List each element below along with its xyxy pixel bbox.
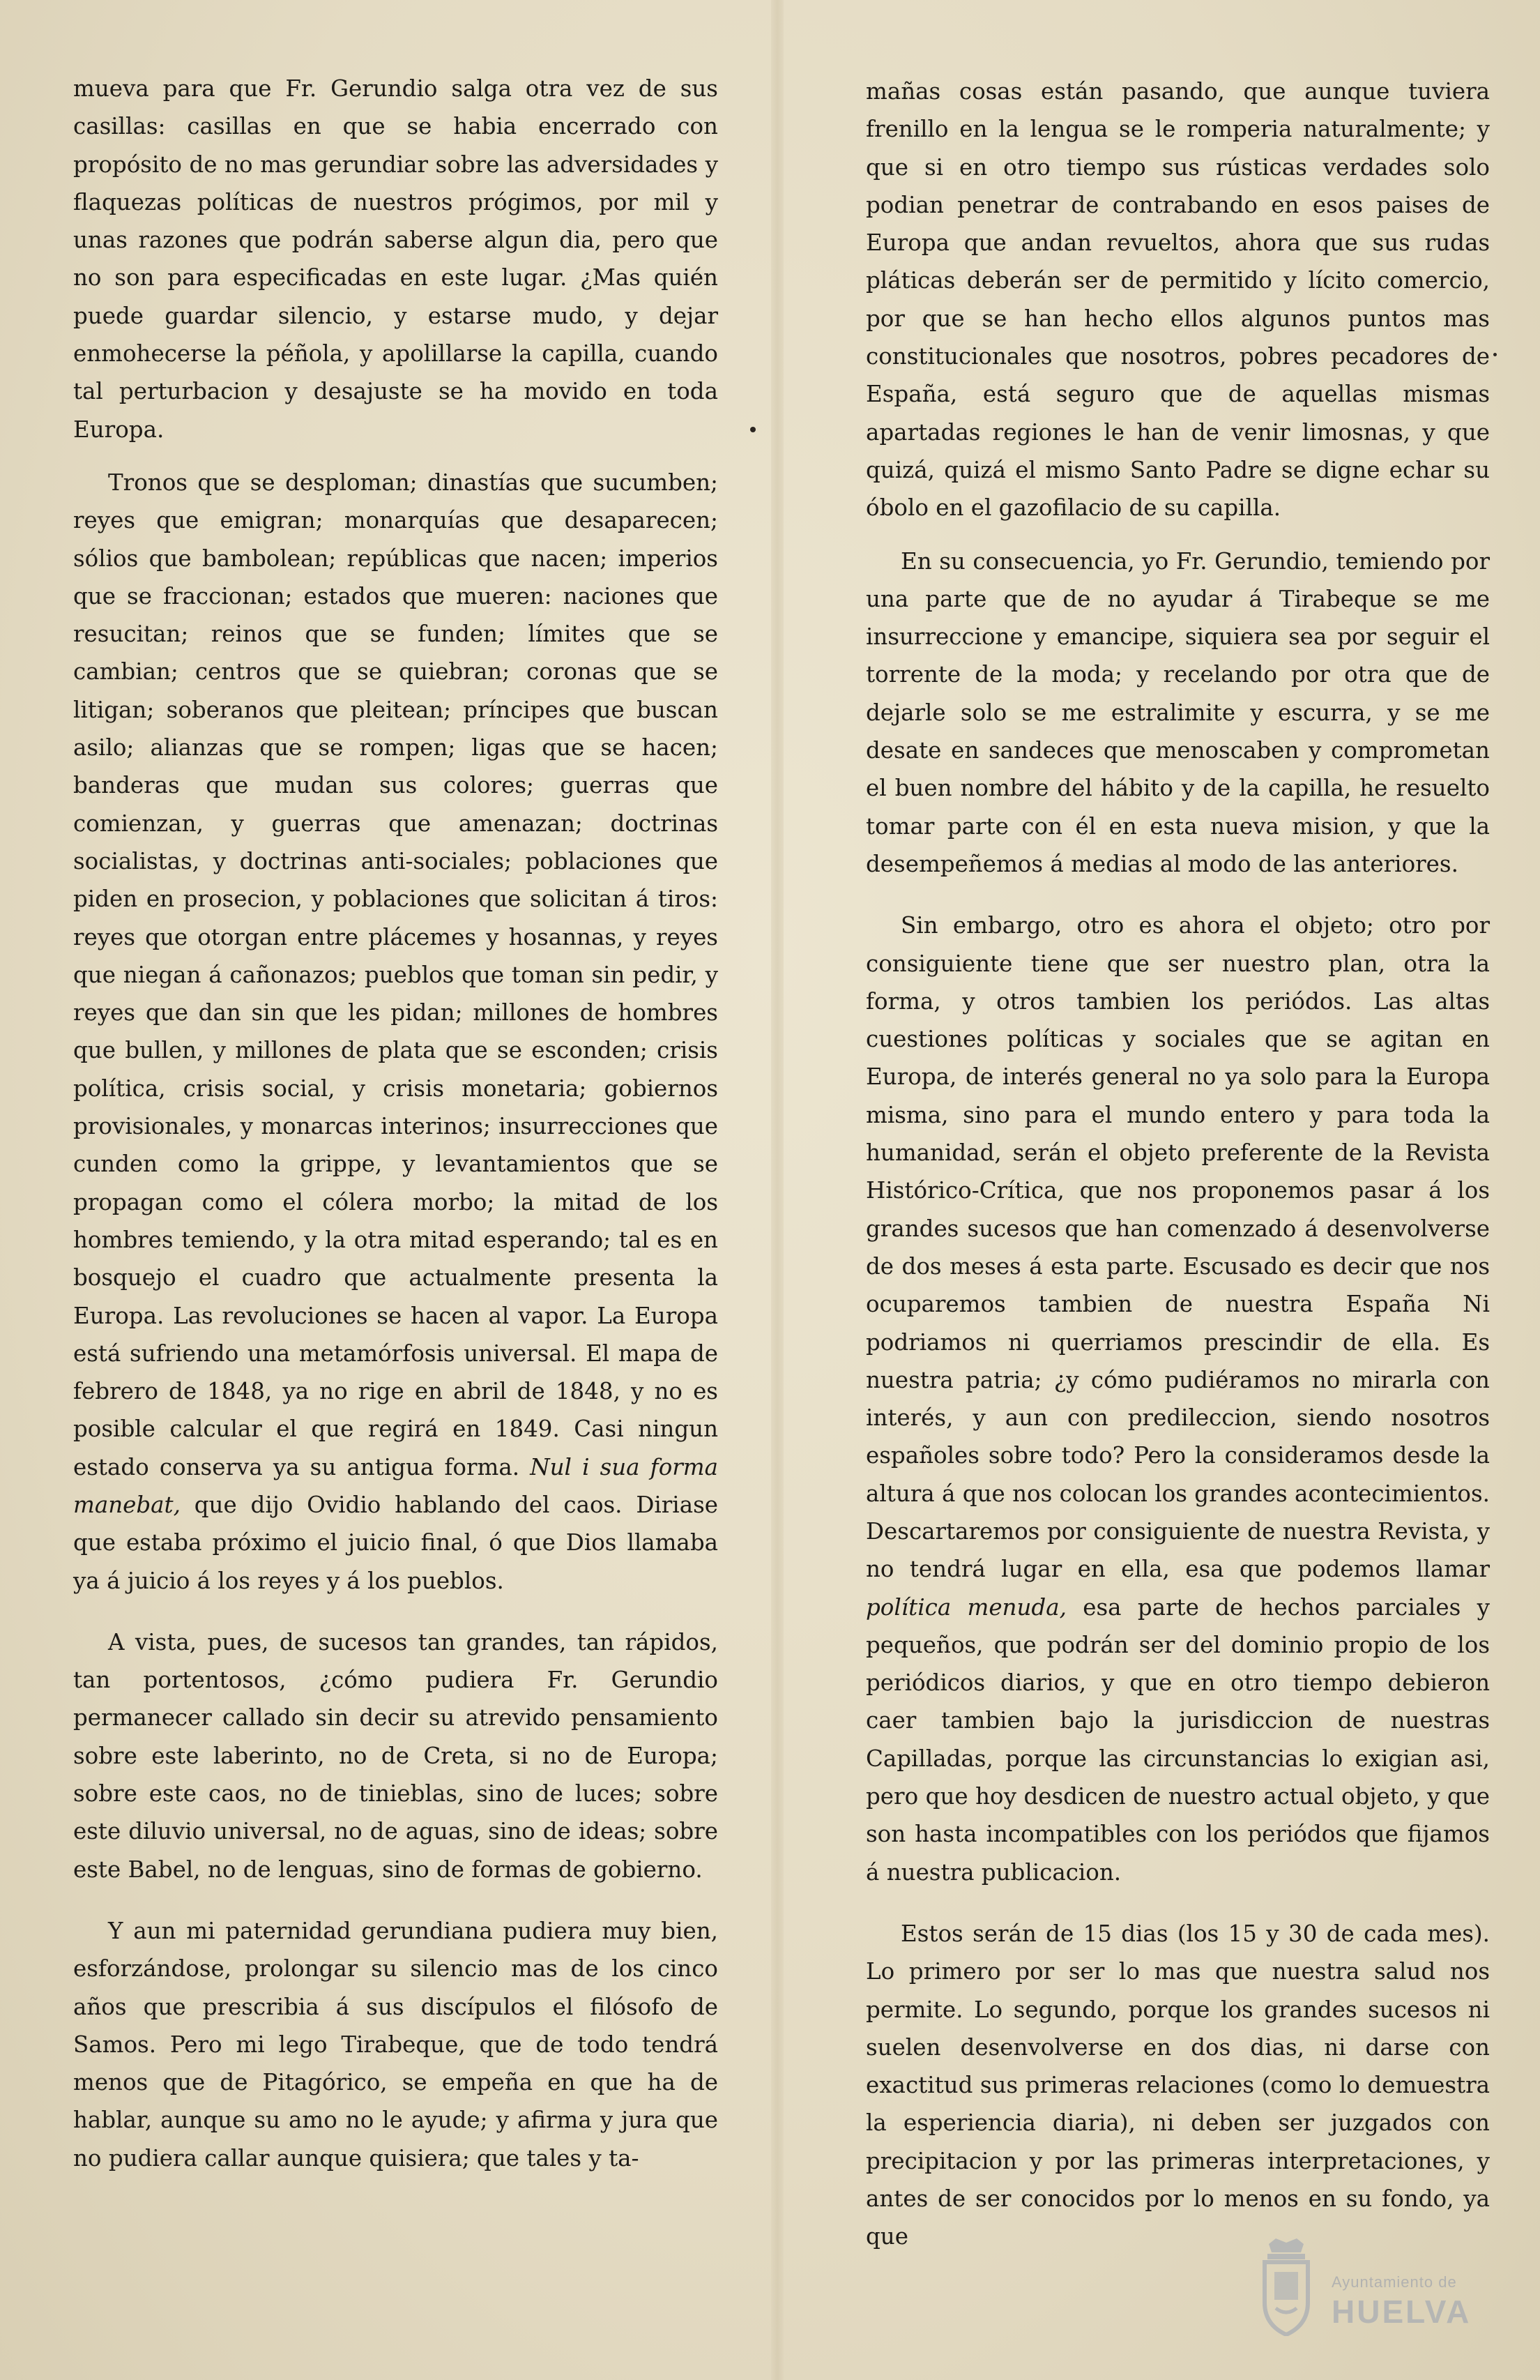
politica-menuda: política menuda, [866,1593,1067,1621]
page-gutter [771,0,784,2380]
watermark-line-1: Ayuntamiento de [1332,2273,1457,2291]
watermark-line-2: HUELVA [1332,2294,1472,2330]
paragraph-6: En su consecuencia, yo Fr. Gerundio, temiendo por una parte que de no ayudar á Tirabeque se me insurreccione y emancipe, siquiera sea por seguir el torrente de la moda; y recelando por otra que de dejarle solo se me estralimite y escurra, y se me desate en sandeces que menoscaben y comprometan el buen nombre del hábito y de la capilla, he resuelto tomar parte con él en esta nueva mision, y que la desempeñemos á medias al modo de las anteriores. [866,547,1490,877]
paragraph-2-text: Tronos que se desploman; dinastías que sucumben; reyes que emigran; monarquías que desaparecen; sólios que bambolean; repúblicas que nacen; imperios que se fraccionan; estados que mueren: naciones que resucitan; reinos que se funden; límites que se cambian; centros que se quiebran; coronas que se litigan; soberanos que pleitean; príncipes que buscan asilo; alianzas que se rompen; ligas que se hacen; banderas que mudan sus colores; guerras que comienzan, y guerras que amenazan; doctrinas socialistas, y doctrinas anti-sociales; poblaciones que piden en prosecion, y poblaciones que solicitan á tiros: reyes que otorgan entre plácemes y hosannas, y reyes que niegan á cañonazos; pueblos que toman sin pedir, y reyes que dan sin que les pidan; millones de hombres que bullen, y millones de plata que se esconden; crisis política, crisis social, y crisis monetaria; gobiernos provisionales, y monarcas interinos; insurrecciones que cunden como la grippe, y levantamientos que se propagan como el cólera morbo; la mitad de los hombres temiendo, y la otra mitad esperando; tal es en bosquejo el cuadro que actualmente presenta la Europa. Las revoluciones se hacen al vapor. La Europa está sufriendo una metamórfosis universal. El mapa de febrero de 1848, ya no rige en abril de 1848, y no es posible calcular el que regirá en 1849. Casi ningun estado conserva ya su antigua forma. [73,469,718,1480]
ovid-tail: que dijo Ovidio hablando del caos. Diriase que estaba próximo el juicio final, ó que Dios llamaba ya á juicio á los reyes y á los pueblos. [73,1491,718,1594]
ink-dot [750,427,756,432]
paragraph-7-text: Sin embargo, otro es ahora el objeto; otro por consiguiente tiene que ser nuestro plan, otra la forma, y otros tambien los periódos. Las altas cuestiones políticas y sociales que se agitan en Europa, de interés general no ya solo para la Europa misma, sino para el mundo entero y para toda la humanidad, serán el objeto preferente de la Revista Histórico-Crítica, que nos proponemos pasar á los grandes sucesos que han comenzado á desenvolverse de dos meses á esta parte. Escusado es decir que nos ocuparemos tambien de nuestra España Ni podriamos ni querriamos prescindir de ella. Es nuestra patria; ¿y cómo pudiéramos no mirarla con interés, y aun con predileccion, siendo nosotros españoles sobre todo? Pero la consideramos desde la altura á que nos colocan los grandes acontecimientos. Descartaremos por consiguiente de nuestra Revista, y no tendrá lugar en ella, esa que podemos llamar [866,912,1490,1583]
right-column [866,73,1490,2256]
politica-tail: esa parte de hechos parciales y pequeños, que podrán ser del dominio propio de los periódicos diarios, y que en otro tiempo debieron caer tambien bajo la jurisdiccion de nuestras Capilladas, porque las circunstancias lo exigian asi, pero que hoy desdicen de nuestro actual objeto, y que son hasta incompatibles con los periódos que fijamos á nuestra publicacion. [866,1593,1491,1886]
ovid-quote: Nul i sua forma manebat, [73,1453,718,1518]
paragraph-4: Y aun mi paternidad gerundiana pudiera muy bien, esforzándose, prolongar su silencio mas de los cinco años que prescribia á sus discípulos el filósofo de Samos. Pero mi lego Tirabeque, que de todo tendrá menos que de Pitagórico, se empeña en que ha de hablar, aunque su amo no le ayude; y afirma y jura que no pudiera callar aunque quisiera; que tales y ta- [73,1917,718,2171]
paragraph-8: Estos serán de 15 dias (los 15 y 30 de cada mes). Lo primero por ser lo mas que nuestra salud nos permite. Lo segundo, porque los grandes sucesos ni suelen desenvolverse en dos dias, ni darse con exactitud sus primeras relaciones (como lo demuestra la esperiencia diaria), ni deben ser juzgados con precipitacion y por las primeras interpretaciones, y antes de ser conocidos por lo menos en su fondo, ya que [866,1920,1490,2250]
left-column [73,70,718,2177]
paragraph-1: mueva para que Fr. Gerundio salga otra vez de sus casillas: casillas en que se habia encerrado con propósito de no mas gerundiar sobre las adversidades y flaquezas políticas de nuestros prógimos, por mil y unas razones que podrán saberse algun dia, pero que no son para especificadas en este lugar. ¿Mas quién puede guardar silencio, y estarse mudo, y dejar enmohecerse la péñola, y apolillarse la capilla, cuando tal perturbacion y desajuste se ha movido en toda Europa. [73,75,718,443]
huelva-crest-icon [1255,2238,1318,2336]
paragraph-7 [866,907,1490,1891]
archive-watermark [1255,2231,1506,2350]
ink-dot [1493,353,1497,356]
paragraph-3: A vista, pues, de sucesos tan grandes, tan rápidos, tan portentosos, ¿cómo pudiera Fr. Gerundio permanecer callado sin decir su atrevido pensamiento sobre este laberinto, no de Creta, si no de Europa; sobre este caos, no de tinieblas, sino de luces; sobre este diluvio universal, no de aguas, sino de ideas; sobre este Babel, no de lenguas, sino de formas de gobierno. [73,1628,718,1883]
paragraph-5: mañas cosas están pasando, que aunque tuviera frenillo en la lengua se le romperia naturalmente; y que si en otro tiempo sus rústicas verdades solo podian penetrar de contrabando en esos paises de Europa que andan revueltos, ahora que sus rudas pláticas deberán ser de permitido y lícito comercio, por que se han hecho ellos algunos puntos mas constitucionales que nosotros, pobres pecadores de España, está seguro que de aquellas mismas apartadas regiones le han de venir limosnas, y que quizá, quizá el mismo Santo Padre se digne echar su óbolo en el gazofilacio de su capilla. [866,78,1490,522]
paragraph-2 [73,464,718,1600]
